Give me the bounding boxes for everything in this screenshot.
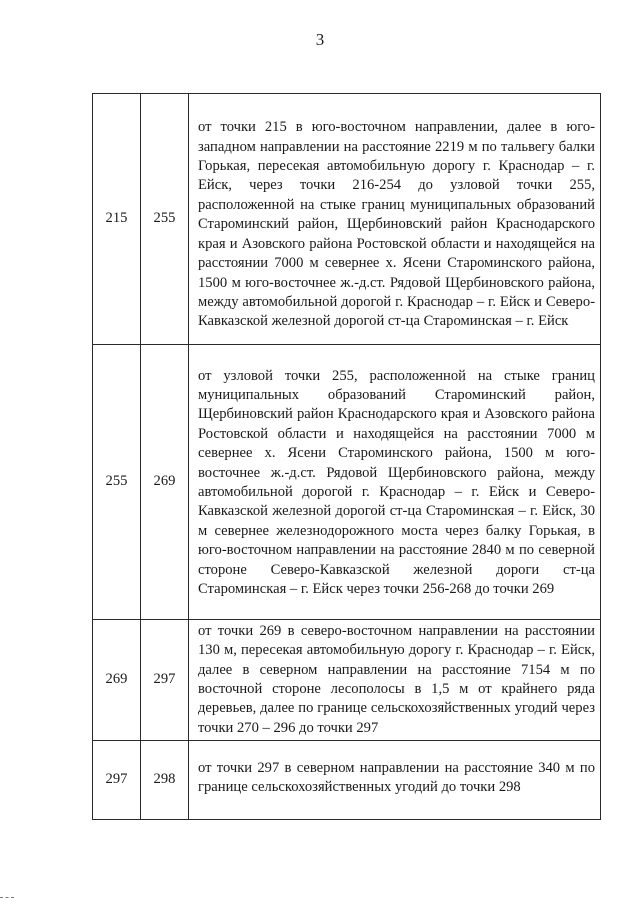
description-cell <box>189 94 601 345</box>
to-point-cell: 297 <box>141 620 189 741</box>
from-point-cell: 269 <box>93 620 141 741</box>
table-row <box>93 94 601 345</box>
description-text: от узловой точки 255, расположенной на стыке границ муниципальных образований Староминский район, Щербиновский район Краснодарского края и Азовского района Ростовской области и находящейся на расстоянии 7000 м севернее х. Ясени Староминского района, 1500 м юго-восточнее ж.-д.ст. Рядовой Щербиновского района, между автомобильной дорогой г. Краснодар – г. Ейск и Северо-Кавказской железной дорогой ст-ца Староминская – г. Ейск, 30 м севернее железнодорожного моста через балку Горькая, в юго-восточном направлении на расстояние 2840 м по северной стороне Северо-Кавказской железной дороги ст-ца Староминская – г. Ейск через точки 256-268 до точки 269 <box>198 367 595 598</box>
table-row <box>93 620 601 741</box>
description-cell <box>189 741 601 820</box>
scan-edge-mark <box>0 897 14 898</box>
to-point-cell: 269 <box>141 345 189 620</box>
to-point-cell: 298 <box>141 741 189 820</box>
description-cell <box>189 620 601 741</box>
table-row <box>93 741 601 820</box>
description-text: от точки 269 в северо-восточном направлении на расстоянии 130 м, пересекая автомобильную дорогу г. Краснодар – г. Ейск, далее в северном направлении на расстояние 7154 м по восточной стороне лесополосы в 1,5 м от крайнего ряда деревьев, далее по границе сельскохозяйственных угодий через точки 270 – 296 до точки 297 <box>198 622 595 736</box>
to-point-cell: 255 <box>141 94 189 345</box>
description-text: от точки 297 в северном направлении на расстояние 340 м по границе сельскохозяйственных угодий до точки 298 <box>198 759 595 795</box>
description-text: от точки 215 в юго-восточном направлении, далее в юго-западном направлении на расстояние 2219 м по тальвегу балки Горькая, пересекая автомобильную дорогу г. Краснодар – г. Ейск, через точки 216-254 до узловой точки 255, расположенной на стыке границ муниципальных образований Староминский район, Щербиновский район Краснодарского края и Азовского района Ростовской области и находящейся на расстоянии 7000 м севернее х. Ясени Староминского района, 1500 м юго-восточнее ж.-д.ст. Рядовой Щербиновского района, между автомобильной дорогой г. Краснодар – г. Ейск и Северо-Кавказской железной дорогой ст-ца Староминская – г. Ейск <box>198 119 595 330</box>
page-number: 3 <box>315 30 325 49</box>
from-point-cell: 297 <box>93 741 141 820</box>
boundary-description-table <box>92 93 601 820</box>
description-cell <box>189 345 601 620</box>
table-row <box>93 345 601 620</box>
from-point-cell: 215 <box>93 94 141 345</box>
from-point-cell: 255 <box>93 345 141 620</box>
